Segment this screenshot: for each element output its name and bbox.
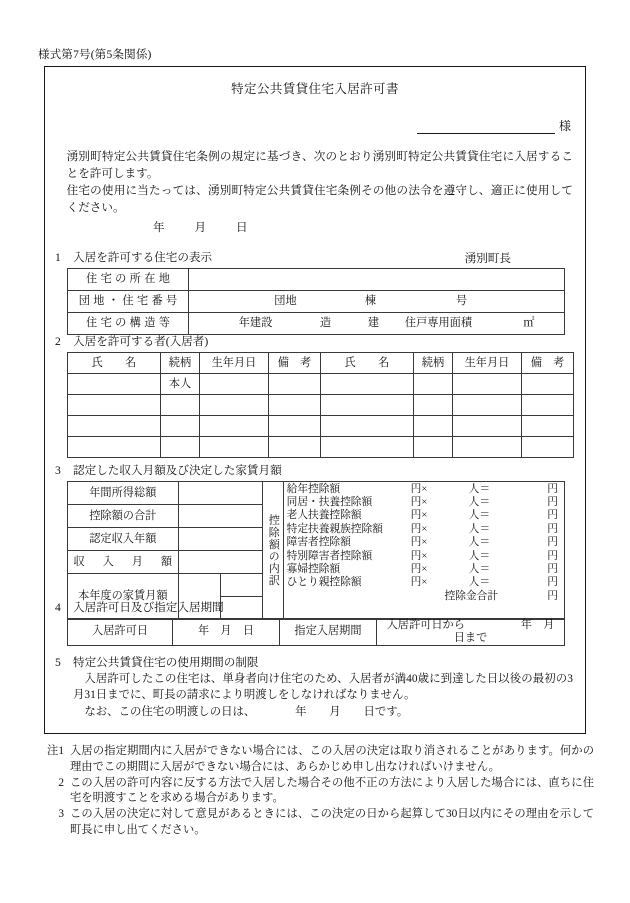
cell-name-1[interactable] [68,437,161,458]
cell-name-2[interactable] [321,437,414,458]
deduction-name: 給年控除額 [286,482,341,495]
cell-label-permit-date: 入居許可日 [68,619,173,646]
deduction-row [284,482,564,495]
addressee-suffix: 様 [558,119,571,133]
cell-relation-2[interactable] [414,416,453,437]
cell-label-danchi: 団地・住宅番号 [68,291,189,313]
table-row [68,313,565,335]
intro-paragraph-1: 湧別町特定公共賃貸住宅条例の規定に基づき、次のとおり湧別町特定公共賃貸住宅に入居することを許可します。 [66,150,573,180]
cell-value-monthly-rent-b[interactable] [220,574,262,597]
cell-relation-2[interactable] [414,374,453,395]
cell-dob-1[interactable] [200,416,269,437]
cell-value-monthly-income[interactable] [178,551,262,574]
deduction-yen: 円 [547,482,558,495]
section5-number: 5 [55,656,61,669]
cell-name-1[interactable] [68,395,161,416]
table-row [68,619,565,646]
deduction-people: 人＝ [468,576,491,589]
issuer-name: 湧別町長 [464,252,511,265]
section2-heading [55,333,208,349]
deduction-unit: 円× [410,562,428,575]
cell-value-danchi[interactable] [189,291,565,313]
cell-label-address: 住宅の所在地 [68,269,189,291]
cell-label-monthly-income: 収 入 月 額 [68,551,179,574]
cell-value-permit-date[interactable]: 年 月 日 [173,619,280,646]
cell-value-address[interactable] [189,269,565,291]
deduction-name: ひとり親控除額 [286,576,362,589]
cell-dob-1[interactable] [200,374,269,395]
deduction-vertical-label-cell [262,482,283,620]
deduction-unit: 円× [410,509,428,522]
cell-note-1[interactable] [269,395,321,416]
deduction-people: 人＝ [468,549,491,562]
cell-note-2[interactable] [522,416,574,437]
date-day-label: 日 [236,221,249,234]
deduction-name: 老人扶養控除額 [286,509,362,522]
cell-note-1[interactable] [269,416,321,437]
cell-value-annual-income[interactable] [178,482,262,505]
cell-relation-1[interactable]: 本人 [161,374,200,395]
deduction-unit: 円× [410,482,428,495]
deduction-breakdown-label: 控除額の内訳 [267,514,280,587]
section2-number: 2 [55,335,61,348]
structure-part-0: 年建設 [238,317,273,330]
deduction-total-label: 控除金合計 [444,589,498,602]
cell-name-2[interactable] [321,374,414,395]
cell-label-structure: 住宅の構造等 [68,313,189,335]
footnote-1 [38,744,594,775]
table-header-row [68,353,574,374]
deduction-list [284,482,564,619]
table-row [68,291,565,313]
cell-relation-2[interactable] [414,395,453,416]
structure-unit-sqm: ㎡ [523,317,535,330]
footnote-1-text: 入居の指定期間内に入居ができない場合には、この入居の決定は取り消されることがあります。何かの理由でこの期間に入居ができない場合には、あらかじめ申し出なければいけません。 [70,745,594,773]
deduction-people: 人＝ [468,509,491,522]
danchi-part-0: 団地 [274,295,297,308]
section4-heading [55,599,224,615]
deduction-row [284,562,564,575]
structure-part-3: 住戸専用面積 [404,317,473,330]
deduction-row [284,522,564,535]
date-year-label: 年 [153,221,166,234]
footnote-3-text: この入居の決定に対して意見があるときには、この決定の日から起算して30日以内にその理由を示して町長に申し出てください。 [70,808,594,836]
footnote-1-marker: 注1 [47,745,64,757]
table-row [68,395,574,416]
cell-relation-1[interactable] [161,437,200,458]
addressee-blank-rule [417,119,555,134]
cell-dob-2[interactable] [453,416,522,437]
addressee-line [417,117,571,134]
deduction-row [284,509,564,522]
cell-label-total-deduction: 控除額の合計 [68,505,179,528]
deduction-row [284,576,564,589]
deduction-people: 人＝ [468,536,491,549]
cell-dob-2[interactable] [453,374,522,395]
deduction-unit: 円× [410,522,428,535]
deduction-unit: 円× [410,536,428,549]
issue-date-line [153,219,248,235]
intro-paragraph-2: 住宅の使用に当たっては、湧別町特定公共賃貸住宅条例その他の法令を遵守し、適正に使用してください。 [66,184,573,214]
section5-heading [55,654,259,670]
section1-heading [55,249,212,265]
deduction-row [284,549,564,562]
col-header-relation-2: 続柄 [414,353,453,374]
document-title: 特定公共賃貸住宅入居許可書 [231,82,399,96]
deduction-yen: 円 [547,549,558,562]
cell-name-2[interactable] [321,395,414,416]
footnote-2-text: この入居の許可内容に反する方法で入居した場合その他不正の方法により入居した場合には、直ちに住宅を明渡すことを求める場合があります。 [70,776,594,805]
cell-relation-1[interactable] [161,395,200,416]
structure-part-2: 建 [367,317,380,330]
main-form-frame [44,66,586,734]
cell-name-1[interactable] [68,374,161,395]
cell-label-annual-income: 年間所得総額 [68,482,179,505]
deduction-people: 人＝ [468,495,491,508]
cell-note-2[interactable] [522,395,574,416]
danchi-part-1: 棟 [364,295,377,308]
cell-note-1[interactable] [269,437,321,458]
deduction-yen: 円 [547,509,558,522]
cell-dob-1[interactable] [200,395,269,416]
cell-value-occupancy-period[interactable]: 入居許可日から 年 月 日まで [377,619,565,646]
col-header-dob-1: 生年月日 [200,353,269,374]
deduction-row [284,495,564,508]
cell-dob-2[interactable] [453,437,522,458]
deduction-total-row [284,589,564,602]
cell-dob-1[interactable] [200,437,269,458]
deduction-people: 人＝ [468,482,491,495]
cell-value-monthly-rent-c[interactable] [220,597,262,620]
cell-label-occupancy-period: 指定入居期間 [280,619,377,646]
section5-body-2: なお、この住宅の明渡しの日は、 年 月 日です。 [84,706,409,718]
table-row [68,482,565,505]
cell-label-monthly-rent: 本年度の家賃月額 [68,574,179,620]
section1-title: 入居を許可する住宅の表示 [73,251,213,264]
table-row [68,437,574,458]
col-header-note-2: 備 考 [522,353,574,374]
section4-title: 入居許可日及び指定入居期間 [73,601,224,614]
col-header-relation-1: 続柄 [161,353,200,374]
col-header-note-1: 備 考 [269,353,321,374]
cell-name-1[interactable] [68,416,161,437]
deduction-unit: 円× [410,576,428,589]
section5-body-1: 入居許可したこの住宅は、単身者向け住宅のため、入居者が満40歳に到達した日以後の最初の3月31日までに、町長の請求により明渡しをしなければなりません。 [73,673,573,702]
deduction-name: 寡婦控除額 [286,562,341,575]
deduction-yen: 円 [547,562,558,575]
cell-value-structure[interactable] [189,313,565,335]
table-row [68,374,574,395]
deduction-unit: 円× [410,549,428,562]
deduction-yen: 円 [547,536,558,549]
cell-relation-1[interactable] [161,416,200,437]
deduction-row [284,536,564,549]
deduction-yen: 円 [547,576,558,589]
footnote-3 [38,807,594,838]
footnote-2 [38,776,594,807]
footnote-3-marker: 3 [58,808,64,821]
cell-dob-2[interactable] [453,395,522,416]
deduction-breakdown-cell [283,482,564,620]
col-header-name-1: 氏 名 [68,353,161,374]
footnotes [38,744,594,839]
footnote-2-marker: 2 [58,776,64,789]
deduction-people: 人＝ [468,522,491,535]
deduction-yen: 円 [547,522,558,535]
deduction-people: 人＝ [468,562,491,575]
deduction-name: 特別障害者控除額 [286,549,373,562]
deduction-name: 同居・扶養控除額 [286,495,373,508]
section3-title: 認定した収入月額及び決定した家賃月額 [73,464,282,477]
deduction-name: 障害者控除額 [286,536,351,549]
section3-number: 3 [55,464,61,477]
section2-table [67,352,574,458]
cell-label-certified-income: 認定収入年額 [68,528,179,551]
date-month-label: 月 [194,221,207,234]
table-row [68,416,574,437]
cell-note-2[interactable] [522,437,574,458]
cell-note-1[interactable] [269,374,321,395]
section2-title: 入居を許可する者(入居者) [73,335,209,348]
cell-value-certified-income[interactable] [178,528,262,551]
section5-title: 特定公共賃貸住宅の使用期間の制限 [73,656,259,669]
cell-value-total-deduction[interactable] [178,505,262,528]
section4-number: 4 [55,601,61,614]
danchi-part-2: 号 [455,295,468,308]
deduction-unit: 円× [410,495,428,508]
cell-name-2[interactable] [321,416,414,437]
section3-heading [55,462,282,478]
form-number: 様式第7号(第5条関係) [38,49,152,61]
section1-number: 1 [55,251,61,264]
section1-table [67,268,565,335]
deduction-name: 特定扶養親族控除額 [286,522,383,535]
cell-relation-2[interactable] [414,437,453,458]
deduction-yen: 円 [547,495,558,508]
col-header-dob-2: 生年月日 [453,353,522,374]
section4-table [67,618,565,646]
structure-part-1: 造 [319,317,332,330]
deduction-total-yen: 円 [547,589,558,602]
table-row [68,269,565,291]
cell-note-2[interactable] [522,374,574,395]
col-header-name-2: 氏 名 [321,353,414,374]
